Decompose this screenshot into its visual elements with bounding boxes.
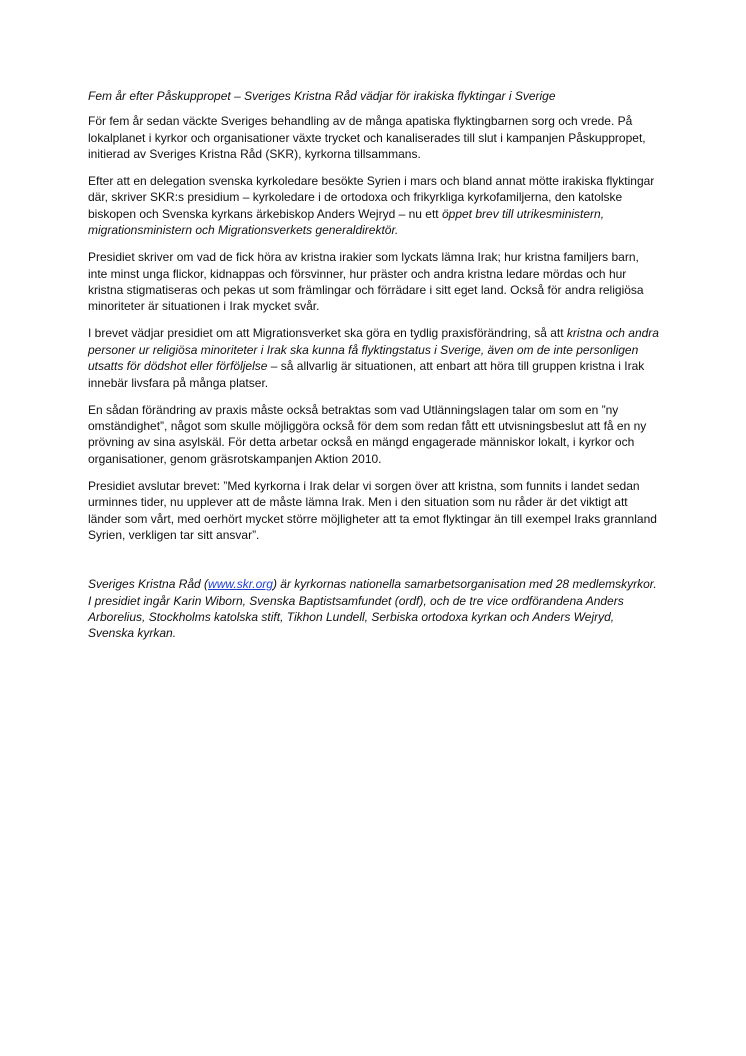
paragraph-appeal-text: I brevet vädjar presidiet om att Migrationsverket ska göra en tydlig praxisförändring, så att: [88, 326, 564, 341]
paragraph-delegation: [88, 173, 660, 239]
open-letter-reference: öppet brev till utrikesministern, migrationsministern och Migrationsverkets generaldirektör.: [88, 206, 605, 238]
spacer: [88, 554, 660, 576]
appeal-emphasis: kristna och andra personer ur religiösa minoriteter i Irak ska kunna få flyktingstatus i Sverige, även om de inte personligen utsatts för dödshot eller förföljelse: [88, 326, 659, 374]
footer-note-start: Sveriges Kristna Råd (: [88, 577, 209, 592]
skr-website-link[interactable]: www.skr.org: [208, 577, 273, 592]
paragraph-appeal-end: – så allvarlig är situationen, att enbart att höra till gruppen kristna i Irak innebär livsfara på många platser.: [88, 359, 645, 390]
paragraph-intro: För fem år sedan väckte Sveriges behandling av de många apatiska flyktingbarnen sorg och vrede. På lokalplanet i kyrkor och organisationer växte trycket och kanaliserades till slut i kampanjen Påskuppropet, initierad av Sveriges Kristna Råd (SKR), kyrkorna tillsammans.: [88, 114, 646, 162]
paragraph-conclusion: Presidiet avslutar brevet: ”Med kyrkorna i Irak delar vi sorgen över att kristna, som funnits i landet sedan urminnes tider, nu upplever att de måste lämna Irak. Men i den situation som nu råder är det viktigt att länder som vårt, med oerhört mycket större möjligheter att ta emot flyktingar än till exempel Iraks grannland Syrien, verkligen tar sitt ansvar”.: [88, 478, 657, 543]
footer-note-end: ) är kyrkornas nationella samarbetsorganisation med 28 medlemskyrkor. I presidiet ingår Karin Wiborn, Svenska Baptistsamfundet (ordf), och de tre vice ordförandena Anders Arborelius, Stockholms katolska stift, Tikhon Lundell, Serbiska ortodoxa kyrkan och Anders Wejryd, Svenska kyrkan.: [88, 577, 657, 641]
paragraph-practice-change: En sådan förändring av praxis måste också betraktas som vad Utlänningslagen talar om som en ”ny omständighet”, något som skulle möjliggöra också för dem som redan fått ett utvisningsbeslut att få en ny prövning av sina asylskäl. För detta arbetar också en mängd engagerade människor lokalt, i kyrkor och organisationer, genom gräsrotskampanjen Aktion 2010.: [88, 402, 647, 466]
paragraph-delegation-text: Efter att en delegation svenska kyrkoledare besökte Syrien i mars och bland annat mötte irakiska flyktingar där, skriver SKR:s presidium – kyrkoledare i de ortodoxa och frikyrkliga kyrkofamiljerna, den katolske biskopen och Svenska kyrkans ärkebiskop Anders Wejryd – nu ett: [88, 174, 655, 221]
document-title: Fem år efter Påskuppropet – Sveriges Kristna Råd vädjar för irakiska flyktingar i Sverige: [88, 89, 556, 103]
footer-note: [88, 576, 660, 642]
document-page: [88, 88, 660, 642]
paragraph-testimony: Presidiet skriver om vad de fick höra av kristna irakier som lyckats lämna Irak; hur kristna familjers barn, inte minst unga flickor, kidnappas och försvinner, hur präster och andra kristna ledare mördas och hur kristna stigmatiseras och pekas ut som främlingar och förrädare i sitt eget land. Också för andra religiösa minoriteter är situationen i Irak mycket svår.: [88, 250, 644, 314]
paragraph-appeal: [88, 325, 660, 391]
